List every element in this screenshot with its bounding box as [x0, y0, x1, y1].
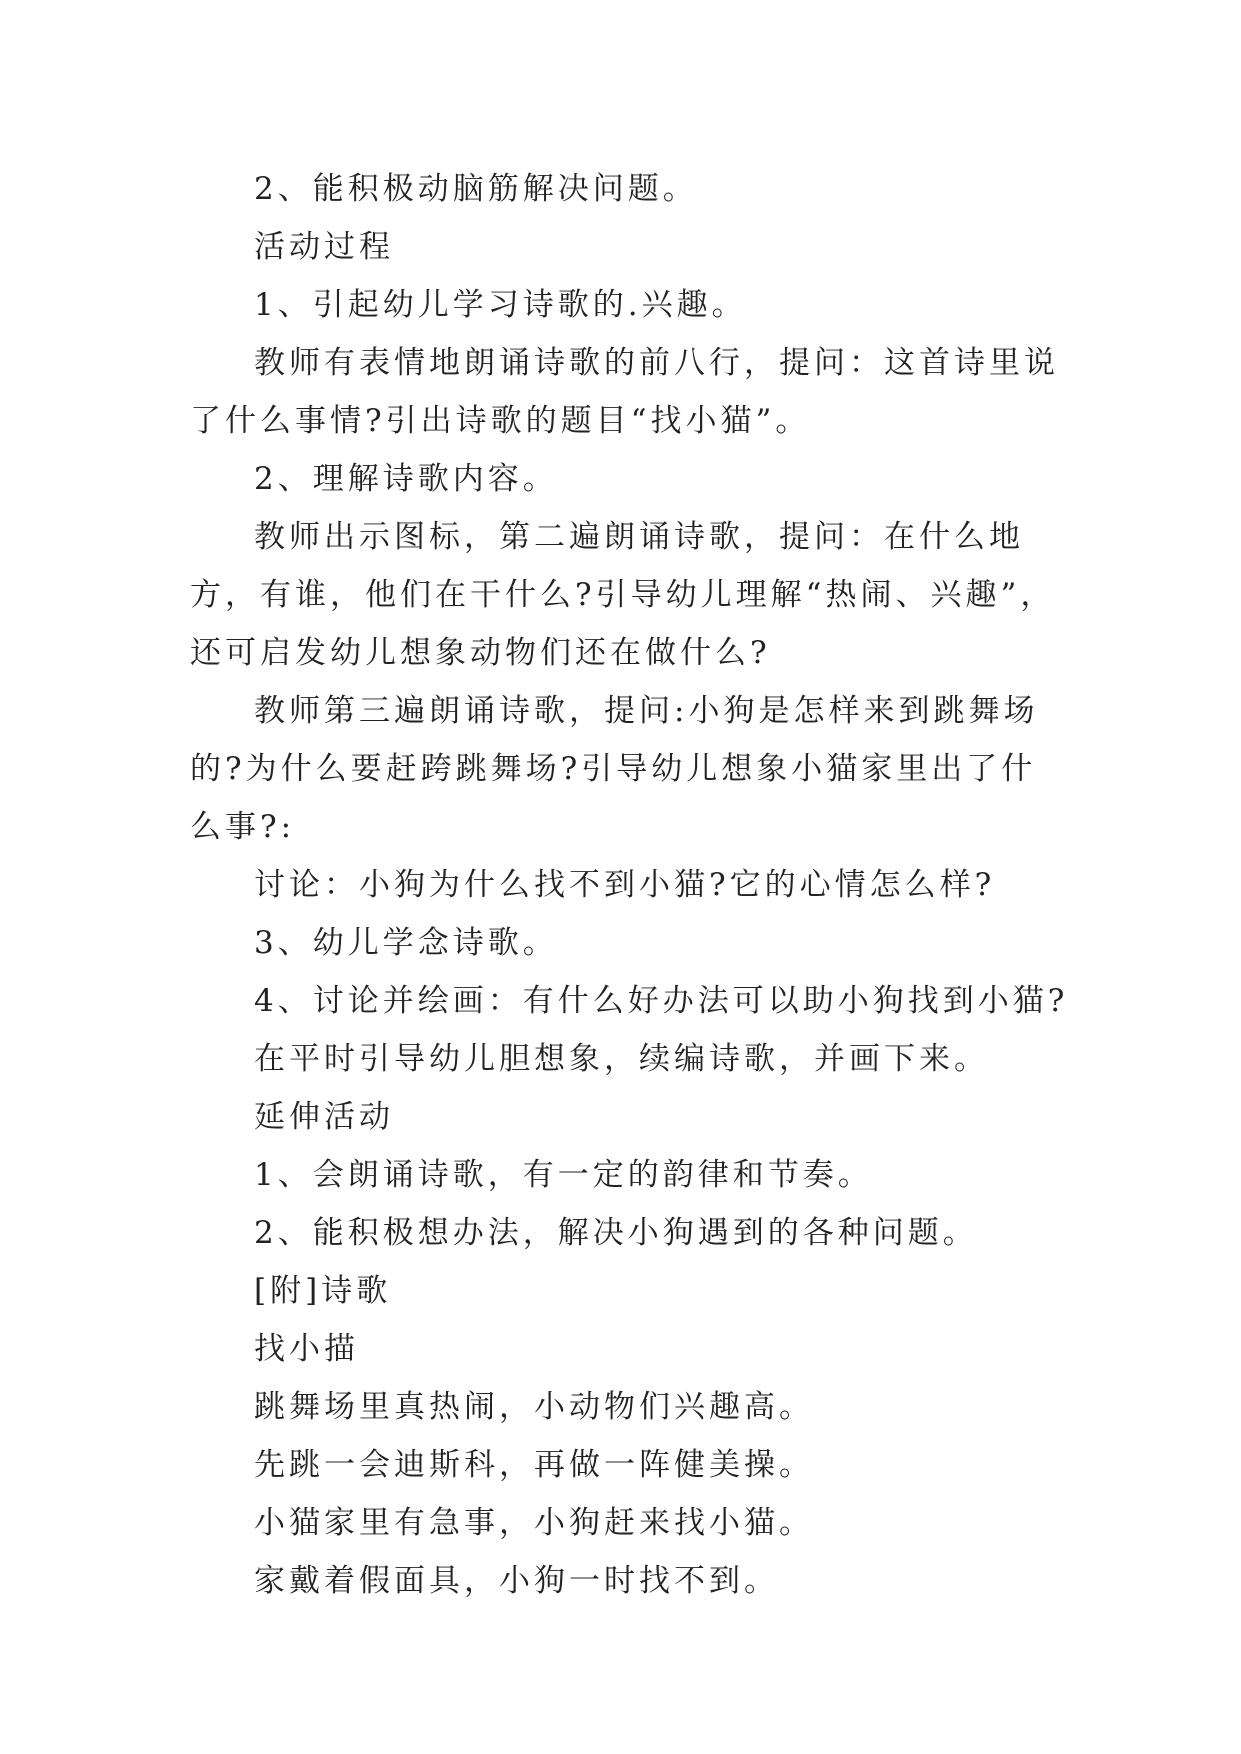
- paragraph: 2、理解诗歌内容。: [254, 461, 558, 497]
- paragraph: 1、引起幼儿学习诗歌的.兴趣。: [254, 287, 747, 323]
- paragraph: 教师出示图标，第二遍朗诵诗歌，提问：在什么地方，有谁，他们在干什么?引导幼儿理解“热闹、兴趣”，还可启发幼儿想象动物们还在做什么?: [190, 519, 1056, 671]
- paragraph: 2、能积极动脑筋解决问题。: [254, 171, 698, 207]
- paragraph: 1、会朗诵诗歌，有一定的韵律和节奏。: [254, 1157, 873, 1193]
- appendix-heading: [附]诗歌: [254, 1273, 392, 1309]
- poem-line: 小猫家里有急事，小狗赶来找小猫。: [254, 1505, 814, 1541]
- poem-line: 家戴着假面具，小狗一时找不到。: [254, 1563, 779, 1599]
- poem-title: 找小描: [254, 1331, 359, 1367]
- paragraph: 4、讨论并绘画：有什么好办法可以助小狗找到小猫?: [254, 983, 1069, 1019]
- section-heading: 延伸活动: [254, 1099, 394, 1135]
- paragraph: 在平时引导幼儿胆想象，续编诗歌，并画下来。: [254, 1041, 989, 1077]
- document-body: [190, 160, 1070, 1610]
- paragraph: 教师有表情地朗诵诗歌的前八行，提问：这首诗里说了什么事情?引出诗歌的题目“找小猫”。: [190, 345, 1059, 439]
- paragraph: 讨论：小狗为什么找不到小猫?它的心情怎么样?: [254, 867, 996, 903]
- paragraph: 2、能积极想办法，解决小狗遇到的各种问题。: [254, 1215, 978, 1251]
- poem-line: 跳舞场里真热闹，小动物们兴趣高。: [254, 1389, 814, 1425]
- poem-line: 先跳一会迪斯科，再做一阵健美操。: [254, 1447, 814, 1483]
- paragraph: 教师第三遍朗诵诗歌，提问:小狗是怎样来到跳舞场的?为什么要赶跨跳舞场?引导幼儿想象小猫家里出了什么事?:: [190, 693, 1039, 845]
- section-heading: 活动过程: [254, 229, 394, 265]
- paragraph: 3、幼儿学念诗歌。: [254, 925, 558, 961]
